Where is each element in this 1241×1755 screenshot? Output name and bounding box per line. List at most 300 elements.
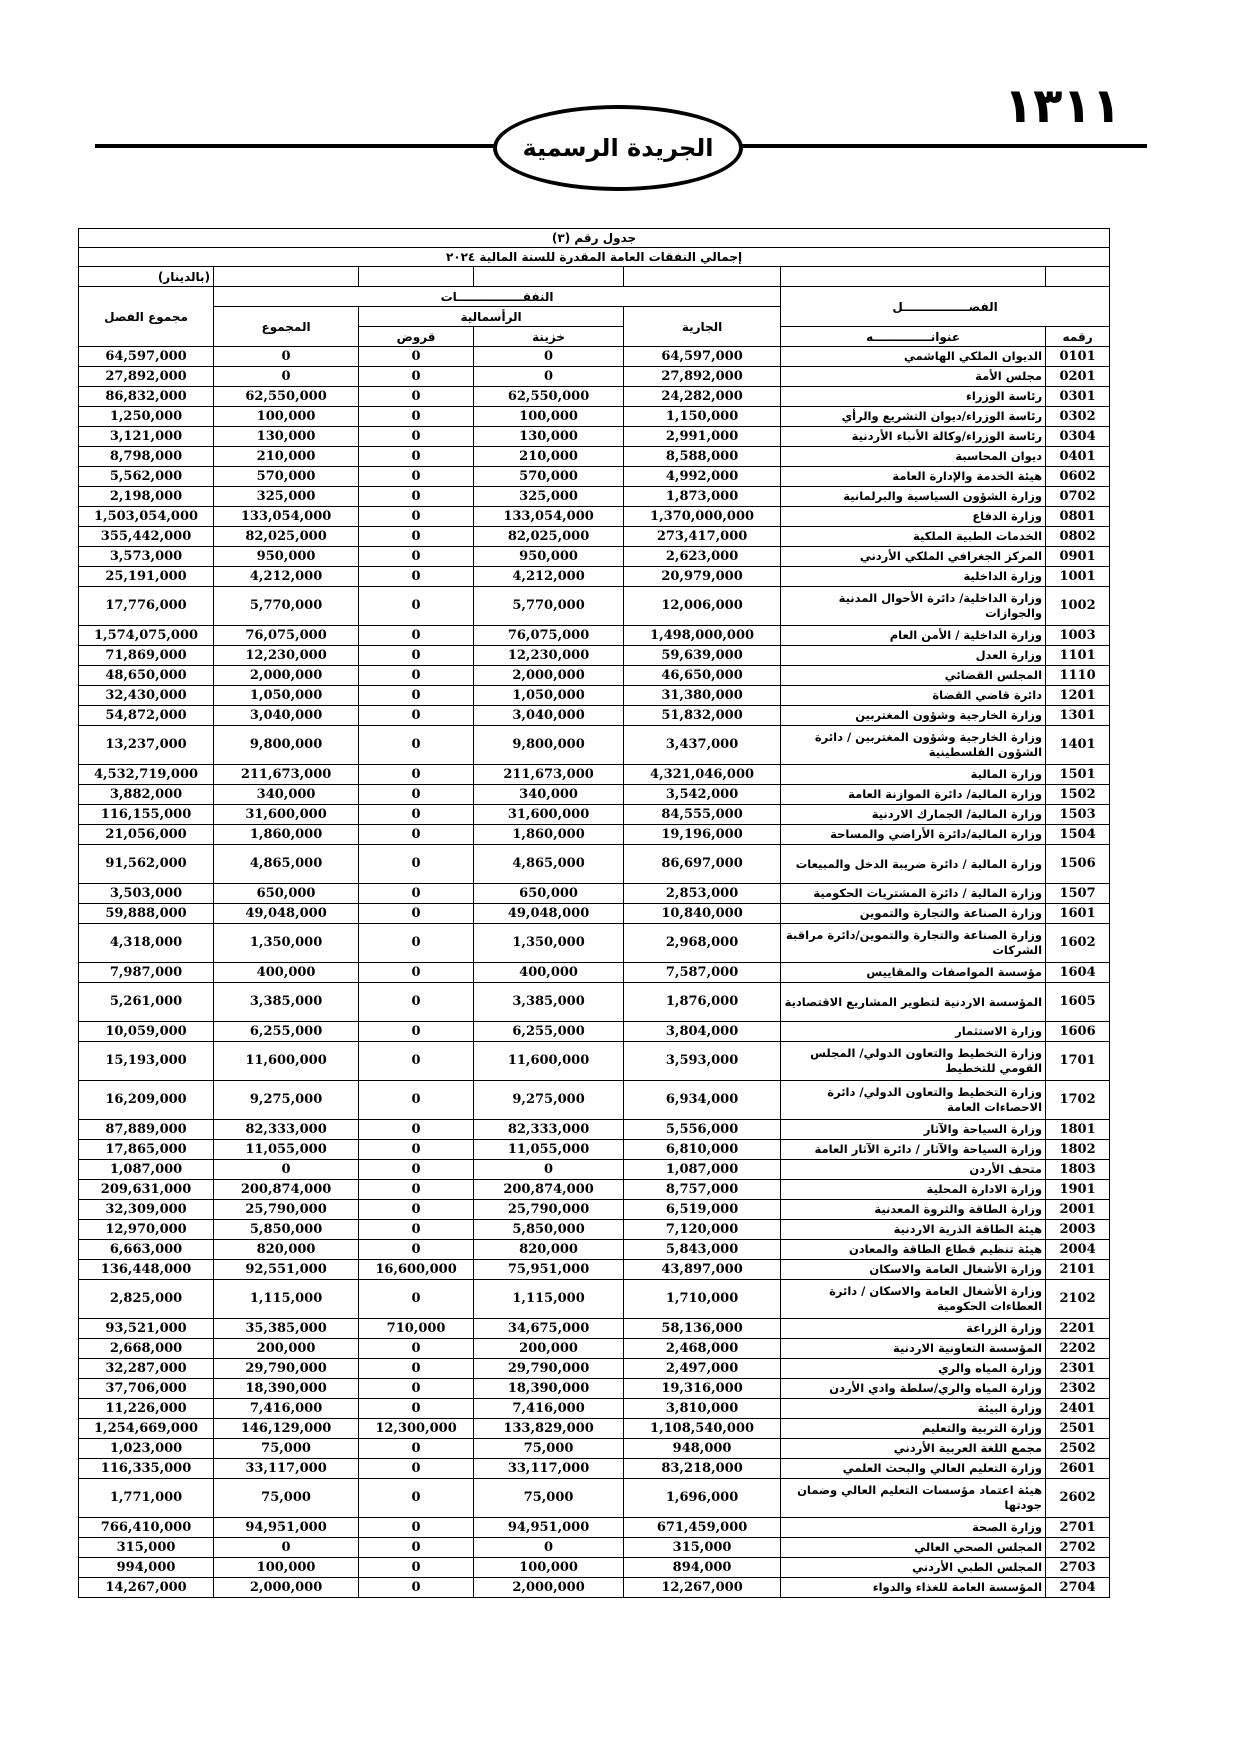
cell-chapter-number: 0901	[1046, 547, 1110, 567]
table-caption-number: جدول رقم (٣)	[79, 229, 1110, 248]
cell-chapter-title: وزارة الداخلية	[781, 567, 1046, 587]
cell-loans: 0	[359, 347, 474, 367]
spacer-cell	[781, 267, 1046, 287]
cell-total: 62,550,000	[214, 387, 359, 407]
cell-current: 4,992,000	[624, 467, 781, 487]
cell-current: 24,282,000	[624, 387, 781, 407]
cell-treasury: 6,255,000	[474, 1022, 624, 1042]
cell-treasury: 1,115,000	[474, 1280, 624, 1319]
cell-treasury: 11,600,000	[474, 1042, 624, 1081]
cell-loans: 0	[359, 1200, 474, 1220]
table-row	[79, 646, 1110, 666]
cell-treasury: 3,040,000	[474, 706, 624, 726]
cell-treasury: 950,000	[474, 547, 624, 567]
cell-loans: 0	[359, 666, 474, 686]
cell-loans: 0	[359, 765, 474, 785]
cell-current: 1,710,000	[624, 1280, 781, 1319]
spacer-cell	[1046, 267, 1110, 287]
cell-current: 6,519,000	[624, 1200, 781, 1220]
cell-total: 200,874,000	[214, 1180, 359, 1200]
header-chapter: الفصــــــــــــــــل	[781, 287, 1110, 327]
cell-chapter-title: متحف الأردن	[781, 1160, 1046, 1180]
cell-chapter-number: 1001	[1046, 567, 1110, 587]
cell-chapter-number: 1601	[1046, 904, 1110, 924]
cell-treasury: 3,385,000	[474, 983, 624, 1022]
cell-total: 0	[214, 367, 359, 387]
table-row	[79, 407, 1110, 427]
cell-chapter-title: وزارة الصناعة والتجارة والتموين/دائرة مراقبة الشركات	[781, 924, 1046, 963]
cell-treasury: 75,000	[474, 1479, 624, 1518]
cell-current: 2,853,000	[624, 884, 781, 904]
table-row	[79, 963, 1110, 983]
cell-loans: 0	[359, 1280, 474, 1319]
cell-chapter-title: الديوان الملكي الهاشمي	[781, 347, 1046, 367]
cell-loans: 0	[359, 1081, 474, 1120]
table-row	[79, 1319, 1110, 1339]
cell-current: 59,639,000	[624, 646, 781, 666]
cell-chapter-total: 4,532,719,000	[79, 765, 214, 785]
cell-chapter-total: 5,562,000	[79, 467, 214, 487]
cell-loans: 0	[359, 726, 474, 765]
table-row	[79, 884, 1110, 904]
cell-loans: 0	[359, 387, 474, 407]
cell-chapter-title: هيئة تنظيم قطاع الطاقة والمعادن	[781, 1240, 1046, 1260]
cell-current: 2,991,000	[624, 427, 781, 447]
cell-chapter-total: 2,825,000	[79, 1280, 214, 1319]
table-row	[79, 825, 1110, 845]
cell-treasury: 133,829,000	[474, 1419, 624, 1439]
table-row	[79, 686, 1110, 706]
cell-chapter-title: وزارة المالية/ الجمارك الاردنية	[781, 805, 1046, 825]
cell-treasury: 130,000	[474, 427, 624, 447]
cell-treasury: 25,790,000	[474, 1200, 624, 1220]
table-row	[79, 1220, 1110, 1240]
table-row	[79, 547, 1110, 567]
cell-loans: 0	[359, 1459, 474, 1479]
cell-chapter-total: 93,521,000	[79, 1319, 214, 1339]
cell-chapter-total: 5,261,000	[79, 983, 214, 1022]
cell-total: 820,000	[214, 1240, 359, 1260]
cell-chapter-title: وزارة الداخلية/ دائرة الأحوال المدنية والجوازات	[781, 587, 1046, 626]
table-row	[79, 1120, 1110, 1140]
cell-current: 2,497,000	[624, 1359, 781, 1379]
spacer-cell	[214, 267, 359, 287]
cell-chapter-title: وزارة المالية/دائرة الأراضي والمساحة	[781, 825, 1046, 845]
header-rule-right	[742, 144, 1147, 148]
cell-treasury: 4,212,000	[474, 567, 624, 587]
cell-chapter-number: 1801	[1046, 1120, 1110, 1140]
cell-loans: 0	[359, 1240, 474, 1260]
table-row	[79, 1419, 1110, 1439]
cell-loans: 0	[359, 1042, 474, 1081]
cell-chapter-title: الخدمات الطبية الملكية	[781, 527, 1046, 547]
table-row	[79, 487, 1110, 507]
cell-treasury: 76,075,000	[474, 626, 624, 646]
cell-total: 75,000	[214, 1479, 359, 1518]
cell-chapter-title: هيئة الخدمة والإدارة العامة	[781, 467, 1046, 487]
cell-loans: 0	[359, 1022, 474, 1042]
cell-loans: 0	[359, 1140, 474, 1160]
cell-chapter-number: 0304	[1046, 427, 1110, 447]
cell-chapter-number: 1606	[1046, 1022, 1110, 1042]
cell-total: 31,600,000	[214, 805, 359, 825]
cell-chapter-number: 1101	[1046, 646, 1110, 666]
cell-chapter-total: 21,056,000	[79, 825, 214, 845]
page-number: ١٣١١	[1003, 78, 1121, 134]
cell-loans: 710,000	[359, 1319, 474, 1339]
cell-current: 1,876,000	[624, 983, 781, 1022]
cell-chapter-title: وزارة التعليم العالي والبحث العلمي	[781, 1459, 1046, 1479]
cell-current: 671,459,000	[624, 1518, 781, 1538]
cell-chapter-total: 1,574,075,000	[79, 626, 214, 646]
cell-chapter-title: وزارة المالية/ دائرة الموازنة العامة	[781, 785, 1046, 805]
cell-chapter-total: 994,000	[79, 1558, 214, 1578]
spacer-cell	[624, 267, 781, 287]
header-capital: الرأسمالية	[359, 307, 624, 327]
table-row	[79, 983, 1110, 1022]
table-row	[79, 805, 1110, 825]
cell-chapter-total: 32,287,000	[79, 1359, 214, 1379]
cell-current: 12,006,000	[624, 587, 781, 626]
cell-current: 315,000	[624, 1538, 781, 1558]
cell-total: 82,025,000	[214, 527, 359, 547]
header-treasury: خزينة	[474, 327, 624, 347]
cell-chapter-total: 3,503,000	[79, 884, 214, 904]
cell-chapter-number: 2601	[1046, 1459, 1110, 1479]
cell-total: 210,000	[214, 447, 359, 467]
cell-chapter-title: وزارة البيئة	[781, 1399, 1046, 1419]
table-row	[79, 1379, 1110, 1399]
header-chapter-title: عنوانــــــــــــــه	[781, 327, 1046, 347]
gazette-masthead	[493, 105, 743, 191]
cell-current: 948,000	[624, 1439, 781, 1459]
cell-treasury: 94,951,000	[474, 1518, 624, 1538]
cell-chapter-number: 2001	[1046, 1200, 1110, 1220]
cell-chapter-number: 2202	[1046, 1339, 1110, 1359]
cell-chapter-number: 2703	[1046, 1558, 1110, 1578]
cell-loans: 0	[359, 1439, 474, 1459]
table-row	[79, 1081, 1110, 1120]
cell-loans: 0	[359, 567, 474, 587]
cell-loans: 0	[359, 1359, 474, 1379]
cell-loans: 0	[359, 507, 474, 527]
table-row	[79, 1439, 1110, 1459]
cell-current: 1,498,000,000	[624, 626, 781, 646]
cell-chapter-total: 11,226,000	[79, 1399, 214, 1419]
cell-treasury: 200,000	[474, 1339, 624, 1359]
cell-chapter-total: 59,888,000	[79, 904, 214, 924]
table-row	[79, 666, 1110, 686]
cell-loans: 0	[359, 1479, 474, 1518]
cell-chapter-total: 4,318,000	[79, 924, 214, 963]
cell-current: 12,267,000	[624, 1578, 781, 1598]
cell-treasury: 62,550,000	[474, 387, 624, 407]
header-rule-left	[95, 144, 495, 148]
cell-chapter-number: 1506	[1046, 845, 1110, 884]
cell-total: 94,951,000	[214, 1518, 359, 1538]
cell-total: 82,333,000	[214, 1120, 359, 1140]
cell-treasury: 9,800,000	[474, 726, 624, 765]
cell-current: 6,810,000	[624, 1140, 781, 1160]
cell-chapter-number: 0702	[1046, 487, 1110, 507]
cell-total: 1,350,000	[214, 924, 359, 963]
cell-current: 1,108,540,000	[624, 1419, 781, 1439]
cell-loans: 0	[359, 785, 474, 805]
cell-treasury: 2,000,000	[474, 1578, 624, 1598]
cell-current: 27,892,000	[624, 367, 781, 387]
cell-total: 1,050,000	[214, 686, 359, 706]
table-body	[79, 229, 1110, 1598]
cell-chapter-total: 10,059,000	[79, 1022, 214, 1042]
cell-treasury: 0	[474, 367, 624, 387]
cell-total: 7,416,000	[214, 1399, 359, 1419]
cell-chapter-title: المجلس الصحي العالي	[781, 1538, 1046, 1558]
table-row	[79, 1280, 1110, 1319]
cell-chapter-total: 86,832,000	[79, 387, 214, 407]
cell-chapter-total: 766,410,000	[79, 1518, 214, 1538]
cell-loans: 0	[359, 1558, 474, 1578]
cell-chapter-title: وزارة الدفاع	[781, 507, 1046, 527]
cell-loans: 0	[359, 467, 474, 487]
cell-chapter-total: 2,668,000	[79, 1339, 214, 1359]
cell-loans: 0	[359, 983, 474, 1022]
cell-chapter-title: وزارة الاستثمار	[781, 1022, 1046, 1042]
unit-label: (بالدينار)	[79, 267, 214, 287]
cell-loans: 0	[359, 1220, 474, 1240]
table-row	[79, 726, 1110, 765]
cell-treasury: 200,874,000	[474, 1180, 624, 1200]
cell-chapter-number: 1401	[1046, 726, 1110, 765]
cell-loans: 0	[359, 1120, 474, 1140]
cell-chapter-number: 0301	[1046, 387, 1110, 407]
cell-chapter-total: 355,442,000	[79, 527, 214, 547]
cell-total: 4,865,000	[214, 845, 359, 884]
cell-current: 51,832,000	[624, 706, 781, 726]
cell-chapter-total: 1,023,000	[79, 1439, 214, 1459]
table-row	[79, 626, 1110, 646]
cell-current: 1,087,000	[624, 1160, 781, 1180]
cell-current: 2,968,000	[624, 924, 781, 963]
header-chapter-number: رقمه	[1046, 327, 1110, 347]
cell-chapter-total: 54,872,000	[79, 706, 214, 726]
cell-chapter-total: 13,237,000	[79, 726, 214, 765]
cell-chapter-number: 2702	[1046, 1538, 1110, 1558]
cell-total: 133,054,000	[214, 507, 359, 527]
cell-current: 7,587,000	[624, 963, 781, 983]
cell-current: 894,000	[624, 1558, 781, 1578]
cell-total: 570,000	[214, 467, 359, 487]
cell-treasury: 33,117,000	[474, 1459, 624, 1479]
cell-chapter-total: 116,155,000	[79, 805, 214, 825]
cell-loans: 0	[359, 1339, 474, 1359]
cell-current: 20,979,000	[624, 567, 781, 587]
cell-treasury: 34,675,000	[474, 1319, 624, 1339]
header-total: المجموع	[214, 307, 359, 347]
cell-chapter-number: 1110	[1046, 666, 1110, 686]
cell-total: 33,117,000	[214, 1459, 359, 1479]
cell-total: 100,000	[214, 1558, 359, 1578]
table-row	[79, 567, 1110, 587]
cell-total: 100,000	[214, 407, 359, 427]
table-row	[79, 1538, 1110, 1558]
spacer-cell	[359, 267, 474, 287]
cell-loans: 0	[359, 626, 474, 646]
cell-chapter-number: 0302	[1046, 407, 1110, 427]
cell-chapter-number: 1502	[1046, 785, 1110, 805]
cell-total: 5,770,000	[214, 587, 359, 626]
cell-current: 19,316,000	[624, 1379, 781, 1399]
cell-chapter-total: 17,865,000	[79, 1140, 214, 1160]
table-row	[79, 1042, 1110, 1081]
cell-chapter-number: 1003	[1046, 626, 1110, 646]
cell-total: 950,000	[214, 547, 359, 567]
cell-loans: 0	[359, 963, 474, 983]
cell-treasury: 18,390,000	[474, 1379, 624, 1399]
cell-chapter-number: 2004	[1046, 1240, 1110, 1260]
table-caption-title: إجمالي النفقات العامة المقدرة للسنة المالية ٢٠٢٤	[79, 248, 1110, 267]
cell-loans: 0	[359, 884, 474, 904]
cell-total: 92,551,000	[214, 1260, 359, 1280]
cell-chapter-title: وزارة الصحة	[781, 1518, 1046, 1538]
cell-chapter-title: وزارة الأشغال العامة والاسكان	[781, 1260, 1046, 1280]
table-row	[79, 1160, 1110, 1180]
cell-chapter-total: 87,889,000	[79, 1120, 214, 1140]
table-row	[79, 447, 1110, 467]
cell-current: 1,696,000	[624, 1479, 781, 1518]
table-row	[79, 1399, 1110, 1419]
cell-current: 3,542,000	[624, 785, 781, 805]
table-row	[79, 785, 1110, 805]
cell-loans: 0	[359, 527, 474, 547]
table-row	[79, 1339, 1110, 1359]
expenditure-table	[78, 228, 1110, 1598]
cell-loans: 0	[359, 427, 474, 447]
cell-loans: 0	[359, 487, 474, 507]
cell-chapter-number: 0101	[1046, 347, 1110, 367]
cell-loans: 0	[359, 1538, 474, 1558]
cell-chapter-total: 1,087,000	[79, 1160, 214, 1180]
cell-treasury: 5,770,000	[474, 587, 624, 626]
cell-chapter-title: المؤسسة التعاونية الاردنية	[781, 1339, 1046, 1359]
cell-chapter-total: 8,798,000	[79, 447, 214, 467]
cell-treasury: 100,000	[474, 407, 624, 427]
cell-chapter-title: وزارة السياحة والآثار / دائرة الآثار العامة	[781, 1140, 1046, 1160]
cell-treasury: 340,000	[474, 785, 624, 805]
cell-treasury: 2,000,000	[474, 666, 624, 686]
cell-treasury: 75,000	[474, 1439, 624, 1459]
cell-chapter-number: 2003	[1046, 1220, 1110, 1240]
cell-chapter-total: 14,267,000	[79, 1578, 214, 1598]
table-row	[79, 527, 1110, 547]
cell-chapter-total: 27,892,000	[79, 367, 214, 387]
cell-treasury: 11,055,000	[474, 1140, 624, 1160]
cell-chapter-title: المجلس القضائي	[781, 666, 1046, 686]
cell-total: 1,115,000	[214, 1280, 359, 1319]
cell-chapter-title: وزارة المالية / دائرة ضريبة الدخل والمبيعات	[781, 845, 1046, 884]
cell-chapter-total: 71,869,000	[79, 646, 214, 666]
cell-treasury: 1,350,000	[474, 924, 624, 963]
cell-current: 1,370,000,000	[624, 507, 781, 527]
table-row	[79, 1479, 1110, 1518]
cell-chapter-title: هيئة الطاقة الذرية الاردنية	[781, 1220, 1046, 1240]
cell-chapter-number: 1901	[1046, 1180, 1110, 1200]
header-expenditures: النفقــــــــــــــــات	[214, 287, 781, 307]
cell-current: 5,556,000	[624, 1120, 781, 1140]
cell-chapter-total: 17,776,000	[79, 587, 214, 626]
cell-chapter-title: وزارة السياحة والآثار	[781, 1120, 1046, 1140]
cell-chapter-total: 1,771,000	[79, 1479, 214, 1518]
cell-chapter-number: 2701	[1046, 1518, 1110, 1538]
cell-loans: 0	[359, 367, 474, 387]
cell-chapter-total: 1,503,054,000	[79, 507, 214, 527]
cell-current: 86,697,000	[624, 845, 781, 884]
cell-loans: 16,600,000	[359, 1260, 474, 1280]
cell-chapter-number: 2704	[1046, 1578, 1110, 1598]
cell-current: 5,843,000	[624, 1240, 781, 1260]
cell-chapter-title: رئاسة الوزراء/وكالة الأنباء الأردنية	[781, 427, 1046, 447]
header-loans: قروض	[359, 327, 474, 347]
cell-chapter-title: وزارة الطاقة والثروة المعدنية	[781, 1200, 1046, 1220]
cell-loans: 0	[359, 407, 474, 427]
cell-loans: 0	[359, 1518, 474, 1538]
cell-current: 1,873,000	[624, 487, 781, 507]
cell-chapter-number: 1803	[1046, 1160, 1110, 1180]
cell-chapter-title: وزارة الداخلية / الأمن العام	[781, 626, 1046, 646]
cell-loans: 0	[359, 805, 474, 825]
table-row	[79, 587, 1110, 626]
cell-total: 25,790,000	[214, 1200, 359, 1220]
cell-current: 2,623,000	[624, 547, 781, 567]
cell-treasury: 400,000	[474, 963, 624, 983]
cell-treasury: 1,860,000	[474, 825, 624, 845]
cell-treasury: 0	[474, 1160, 624, 1180]
cell-total: 75,000	[214, 1439, 359, 1459]
cell-total: 130,000	[214, 427, 359, 447]
cell-chapter-title: المؤسسة العامة للغذاء والدواء	[781, 1578, 1046, 1598]
cell-chapter-number: 2502	[1046, 1439, 1110, 1459]
cell-total: 325,000	[214, 487, 359, 507]
cell-chapter-number: 0802	[1046, 527, 1110, 547]
cell-total: 5,850,000	[214, 1220, 359, 1240]
cell-chapter-title: المجلس الطبي الأردني	[781, 1558, 1046, 1578]
header-chapter-total: مجموع الفصل	[79, 287, 214, 347]
cell-chapter-total: 6,663,000	[79, 1240, 214, 1260]
cell-chapter-title: وزارة المالية	[781, 765, 1046, 785]
cell-chapter-total: 1,254,669,000	[79, 1419, 214, 1439]
cell-total: 12,230,000	[214, 646, 359, 666]
cell-chapter-number: 2501	[1046, 1419, 1110, 1439]
cell-total: 6,255,000	[214, 1022, 359, 1042]
cell-treasury: 570,000	[474, 467, 624, 487]
cell-loans: 0	[359, 547, 474, 567]
gazette-title: الجريدة الرسمية	[522, 134, 714, 162]
cell-chapter-number: 1605	[1046, 983, 1110, 1022]
table-row	[79, 1558, 1110, 1578]
cell-current: 43,897,000	[624, 1260, 781, 1280]
cell-loans: 0	[359, 845, 474, 884]
cell-chapter-title: رئاسة الوزراء/ديوان التشريع والرأي	[781, 407, 1046, 427]
cell-chapter-total: 2,198,000	[79, 487, 214, 507]
cell-chapter-title: وزارة المياه والري/سلطة وادي الأردن	[781, 1379, 1046, 1399]
cell-chapter-total: 37,706,000	[79, 1379, 214, 1399]
cell-loans: 0	[359, 1379, 474, 1399]
cell-treasury: 82,025,000	[474, 527, 624, 547]
cell-loans: 0	[359, 904, 474, 924]
cell-total: 9,800,000	[214, 726, 359, 765]
cell-total: 211,673,000	[214, 765, 359, 785]
cell-total: 400,000	[214, 963, 359, 983]
table-row	[79, 1459, 1110, 1479]
